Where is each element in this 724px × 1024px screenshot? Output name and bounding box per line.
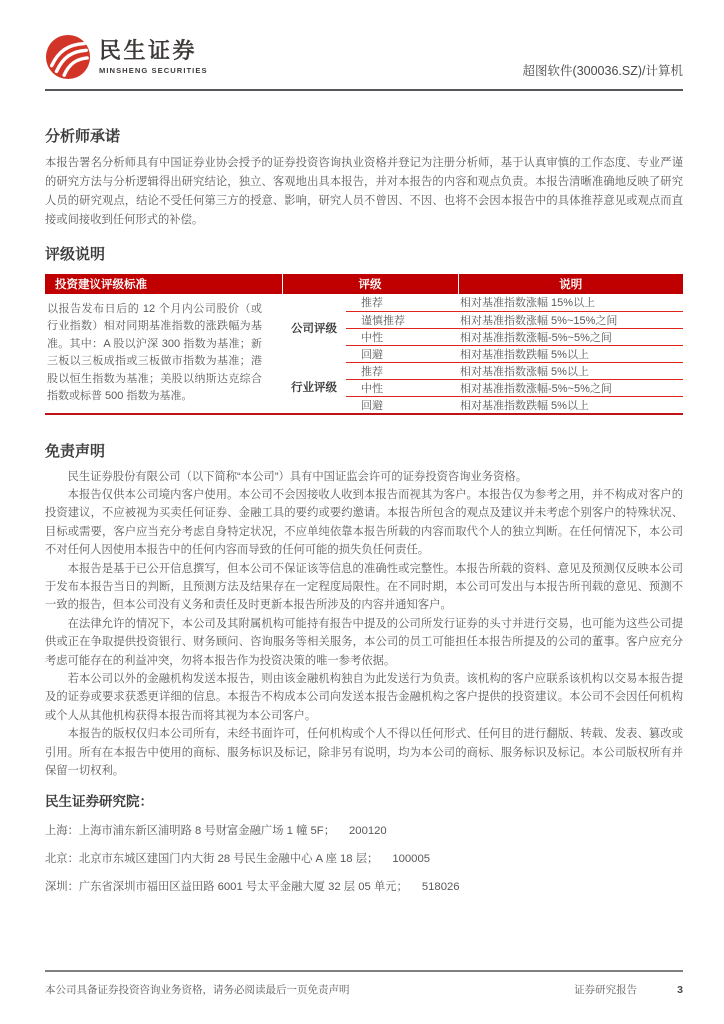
minsheng-logo-icon [45,34,91,80]
office-city-label: 深圳： [45,881,79,894]
disclaimer-paragraph: 本报告是基于已公开信息撰写，但本公司不保证该等信息的准确性或完整性。本报告所载的资料、意见及预测仅反映本公司于发布本报告当日的判断，且预测方法及结果存在一定程度局限性。在不同时期，本公司可发出与本报告所刊载的意见、预测不一致的报告，但本公司没有义务和责任及时更新本报告所涉及的内容并通知客户。 [45,562,683,612]
page-header [45,0,683,91]
brand-text [99,39,208,75]
rating-cell: 推荐 [346,362,458,379]
disclaimer-block [45,468,683,781]
research-institute-title: 民生证券研究院： [45,794,153,810]
brand-name-en: MINSHENG SECURITIES [99,66,208,75]
office-address-beijing [45,852,683,867]
rating-desc-cell: 相对基准指数跌幅 5%以上 [460,399,589,412]
industry-rating-label: 行业评级 [291,382,337,395]
page-content [0,127,724,895]
office-address-text: 北京市东城区建国门内大街 28 号民生金融中心 A 座 18 层； [78,853,379,866]
column-header-rating: 评级 [282,274,458,294]
report-title: 超图软件(300036.SZ)/计算机 [522,64,683,78]
disclaimer-paragraph: 本报告的版权仅归本公司所有，未经书面许可，任何机构或个人不得以任何形式、任何目的进行翻版、转载、发表、篡改或引用。所有在本报告中使用的商标、服务标识及标记，除非另有说明，均为本公司的商标、服务标识及标记。本公司版权所有并保留一切权利。 [45,728,683,777]
disclaimer-paragraph: 民生证券股份有限公司（以下简称“本公司”）具有中国证监会许可的证券投资咨询业务资格。 [67,470,527,483]
rating-table-header-row [45,274,683,294]
office-zip-code: 518026 [421,881,460,894]
rating-cell: 谨慎推荐 [346,311,458,328]
rating-cell: 回避 [346,345,458,362]
office-address-text: 广东省深圳市福田区益田路 6001 号太平金融大厦 32 层 05 单元； [78,881,408,894]
rating-desc-cell: 相对基准指数涨幅 5%以上 [458,362,683,379]
rating-table [45,274,683,415]
table-row [45,294,683,311]
office-city-label: 上海： [45,825,79,838]
rating-desc-cell: 相对基准指数涨幅-5%~5%之间 [458,379,683,396]
section-title-rating: 评级说明 [45,246,106,263]
rating-cell: 回避 [361,399,383,412]
rating-desc-cell: 相对基准指数涨幅 5%~15%之间 [458,311,683,328]
rating-cell: 中性 [346,328,458,345]
office-address-text: 上海市浦东新区浦明路 8 号财富金融广场 1 幢 5F； [78,825,335,838]
disclaimer-paragraph: 若本公司以外的金融机构发送本报告，则由该金融机构独自为此发送行为负责。该机构的客户应联系该机构以交易本报告提及的证券或要求获悉更详细的信息。本报告不构成本公司向发送本报告金融机构之客户提供的投资建议。本公司不会因任何机构或个人从其他机构获得本报告而将其视为本公司客户。 [45,672,683,722]
rating-desc-cell: 相对基准指数涨幅 15%以上 [458,294,683,311]
footer-report-type: 证券研究报告 [574,984,638,996]
brand-logo [45,34,208,80]
page-number: 3 [677,984,683,996]
analyst-commitment-paragraph: 本报告署名分析师具有中国证券业协会授予的证券投资咨询执业资格并登记为注册分析师，基于认真审慎的工作态度、专业严谨的研究方法与分析逻辑得出研究结论，独立、客观地出具本报告，并对本报告的内容和观点负责。本报告清晰准确地反映了研究人员的研究观点，结论不受任何第三方的授意、影响，研究人员不曾因、不因、也将不会因本报告中的具体推荐意见或观点而直接或间接收到任何形式的补偿。 [45,157,683,226]
section-title-analyst-commitment: 分析师承诺 [45,128,121,145]
footer-right-group [574,982,683,997]
office-address-shenzhen [45,880,683,895]
disclaimer-paragraph: 在法律允许的情况下，本公司及其附属机构可能持有报告中提及的公司所发行证券的头寸并进行交易，也可能为这些公司提供或正在争取提供投资银行、财务顾问、咨询服务等相关服务，本公司的员工可能担任本报告所提及的公司的董事。客户应充分考虑可能存在的利益冲突，勿将本报告作为投资决策的唯一参考依据。 [45,617,683,667]
section-title-disclaimer: 免责声明 [45,442,106,460]
rating-criteria-cell: 以报告发布日后的 12 个月内公司股价（或行业指数）相对同期基准指数的涨跌幅为基准。其中：A 股以沪深 300 指数为基准；新三板以三板成指或三板做市指数为基准；港股以恒生指数为基准；美股以纳斯达克综合指数或标普 500 指数为基准。 [47,302,262,403]
rating-cell: 推荐 [346,294,458,311]
company-rating-label: 公司评级 [291,323,337,335]
page-footer [45,970,683,997]
office-city-label: 北京： [45,853,79,866]
footer-qualification-note: 本公司具备证券投资咨询业务资格，请务必阅读最后一页免责声明 [45,984,350,996]
column-header-description: 说明 [458,274,683,294]
rating-desc-cell: 相对基准指数跌幅 5%以上 [458,345,683,362]
office-address-shanghai [45,824,683,839]
column-header-criteria: 投资建议评级标准 [45,274,282,294]
disclaimer-paragraph: 本报告仅供本公司境内客户使用。本公司不会因接收人收到本报告而视其为客户。本报告仅为参考之用，并不构成对客户的投资建议，不应被视为买卖任何证券、金融工具的要约或要约邀请。本报告所包含的观点及建议并未考虑个别客户的特殊状况、目标或需要，客户应当充分考虑自身特定状况，不应单纯依靠本报告所载的内容而取代个人的独立判断。在任何情况下，本公司不对任何人因使用本报告中的任何内容而导致的任何可能的损失负任何责任。 [45,488,683,557]
brand-name-cn: 民生证券 [99,38,198,63]
office-zip-code: 200120 [349,825,387,838]
office-zip-code: 100005 [392,853,431,866]
rating-desc-cell: 相对基准指数涨幅-5%~5%之间 [458,328,683,345]
rating-cell: 中性 [346,379,458,396]
